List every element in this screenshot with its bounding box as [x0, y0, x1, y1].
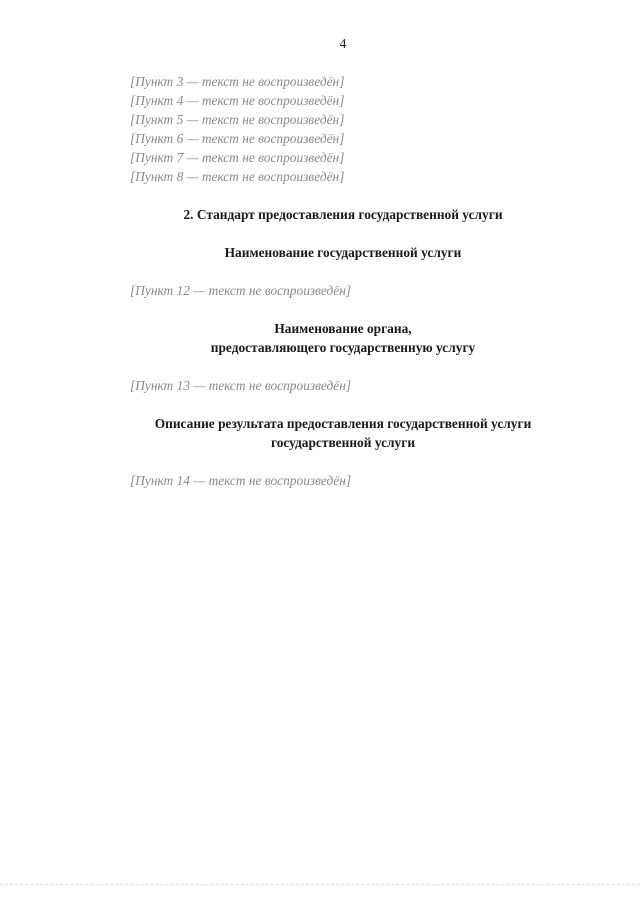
list-item-7: [Пункт 7 — текст не воспроизведён] — [130, 150, 345, 165]
list-item-3: [Пункт 3 — текст не воспроизведён] — [130, 74, 345, 89]
subsection-result-heading-line-1: Описание результата предоставления государственной услуги — [154, 416, 532, 431]
subsection-organ-heading — [90, 319, 596, 357]
subsection-service-name-heading: Наименование государственной услуги — [224, 245, 462, 260]
list-item-5: [Пункт 5 — текст не воспроизведён] — [130, 112, 345, 127]
subsection-organ-heading-line-2: предоставляющего государственную услугу — [210, 340, 476, 355]
paragraph-12: [Пункт 12 — текст не воспроизведён] — [130, 283, 352, 298]
list-item-4: [Пункт 4 — текст не воспроизведён] — [130, 93, 345, 108]
scan-edge-artifact — [0, 884, 640, 885]
subsection-result-heading — [90, 414, 596, 452]
paragraph-14: [Пункт 14 — текст не воспроизведён] — [130, 473, 352, 488]
section-2-title: 2. Стандарт предоставления государственной услуги — [183, 207, 503, 222]
subsection-organ-heading-line-1: Наименование органа, — [274, 321, 412, 336]
list-item-8: [Пункт 8 — текст не воспроизведён] — [130, 169, 345, 184]
page-number: 4 — [339, 36, 347, 51]
list-item-6: [Пункт 6 — текст не воспроизведён] — [130, 131, 345, 146]
subsection-result-heading-line-2: государственной услуги — [270, 435, 416, 450]
paragraph-13: [Пункт 13 — текст не воспроизведён] — [130, 378, 352, 393]
